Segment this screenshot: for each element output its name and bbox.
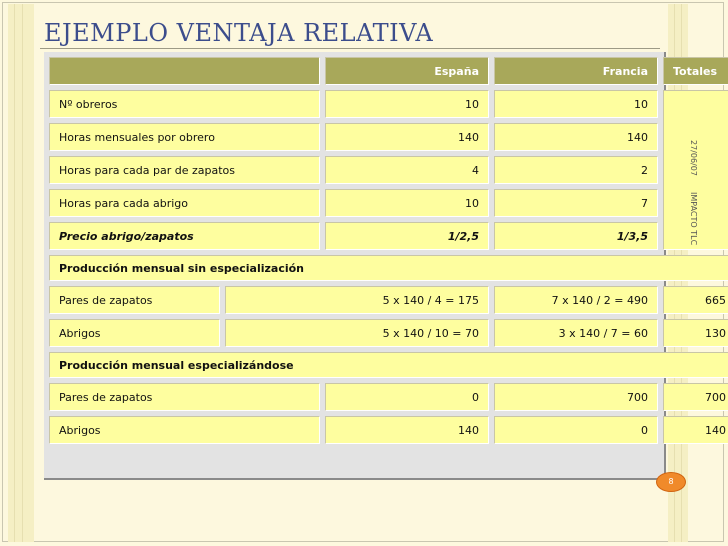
total-value: 130 [663,319,728,347]
france-value: 2 [494,156,658,184]
france-value: 10 [494,90,658,118]
table-row [49,156,728,184]
spain-value: 5 x 140 / 10 = 70 [225,319,489,347]
spain-value: 0 [325,383,489,411]
table-header-row [49,57,728,85]
decor-line [14,4,15,542]
row-label: Abrigos [49,416,320,444]
total-value: 700 [663,383,728,411]
row-label: Horas para cada par de zapatos [49,156,320,184]
row-label: Pares de zapatos [49,286,220,314]
row-label: Precio abrigo/zapatos [49,222,320,250]
spain-value: 10 [325,189,489,217]
table-row [49,319,728,347]
side-footer [688,140,700,270]
table-row [49,383,728,411]
header-spain: España [325,57,489,85]
row-label: Horas mensuales por obrero [49,123,320,151]
row-label: Horas para cada abrigo [49,189,320,217]
france-value: 7 [494,189,658,217]
spain-value: 140 [325,123,489,151]
row-label: Pares de zapatos [49,383,320,411]
spain-value: 4 [325,156,489,184]
slide-date: 27/06/07 [689,140,698,176]
spain-value: 140 [325,416,489,444]
france-value: 7 x 140 / 2 = 490 [494,286,658,314]
page-number-badge: 8 [656,472,686,492]
section-header-row [49,255,728,281]
table-row [49,416,728,444]
france-value: 700 [494,383,658,411]
table-row [49,189,728,217]
header-france: Francia [494,57,658,85]
section-title: Producción mensual especializándose [49,352,728,378]
total-value: 665 [663,286,728,314]
header-totals: Totales [663,57,728,85]
section-header-row [49,352,728,378]
slide-title: EJEMPLO VENTAJA RELATIVA [44,19,434,47]
spain-value: 5 x 140 / 4 = 175 [225,286,489,314]
spain-value: 10 [325,90,489,118]
footer-brand: IMPACTO TLC [689,192,698,246]
decor-line [22,4,23,542]
title-underline [40,48,660,49]
table-row [49,123,728,151]
france-value: 140 [494,123,658,151]
spain-value: 1/2,5 [325,222,489,250]
france-value: 1/3,5 [494,222,658,250]
total-value: 140 [663,416,728,444]
section-title: Producción mensual sin especialización [49,255,728,281]
france-value: 0 [494,416,658,444]
row-label: Nº obreros [49,90,320,118]
table-row [49,90,728,118]
left-decor-bar [8,4,34,542]
row-label: Abrigos [49,319,220,347]
table-row [49,222,728,250]
table-row [49,286,728,314]
france-value: 3 x 140 / 7 = 60 [494,319,658,347]
header-blank-cell [49,57,320,85]
